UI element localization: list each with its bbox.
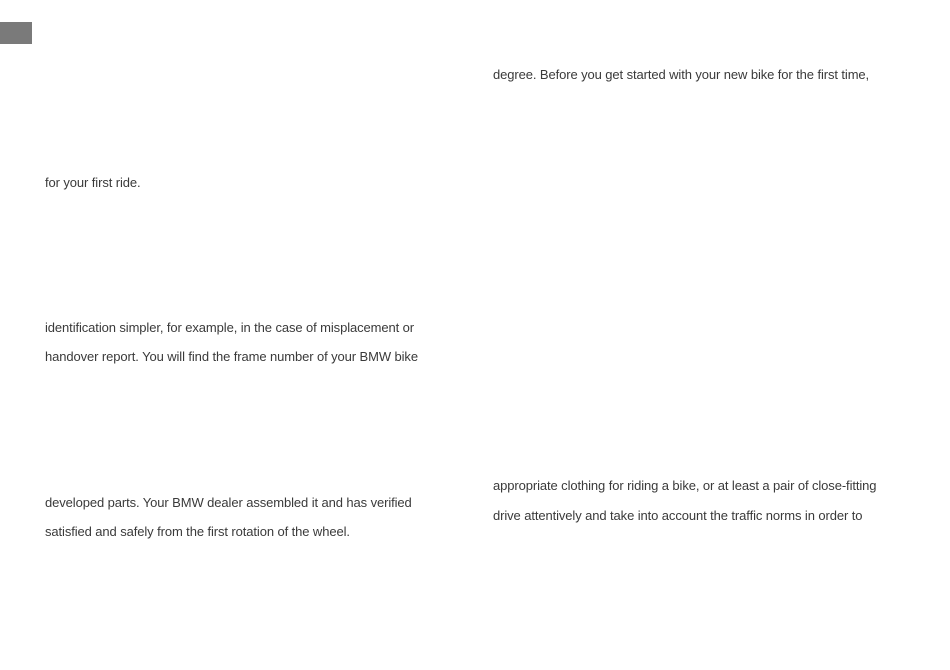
left-column-line-4: developed parts. Your BMW dealer assembled it and has verified [45,495,412,510]
left-column-line-3: handover report. You will find the frame number of your BMW bike [45,349,418,364]
left-column-line-5: satisfied and safely from the first rotation of the wheel. [45,524,350,539]
left-column-line-2: identification simpler, for example, in the case of misplacement or [45,320,415,335]
right-column-line-2: appropriate clothing for riding a bike, or at least a pair of close-fitting [493,478,877,493]
section-tab-marker [0,22,32,44]
right-column-line-1: degree. Before you get started with your new bike for the first time, [493,67,870,82]
left-column-line-1: for your first ride. [45,175,141,190]
right-column-line-3: drive attentively and take into account the traffic norms in order to [493,508,863,523]
